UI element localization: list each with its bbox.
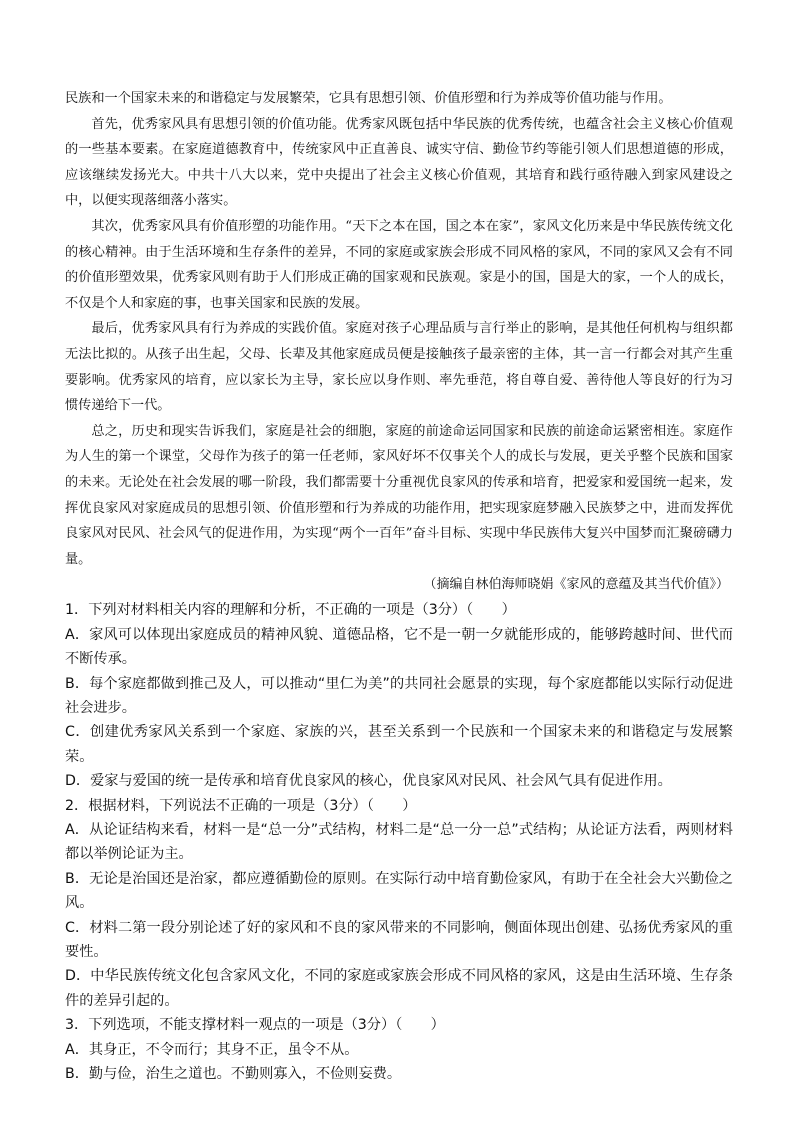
question-option: A．家风可以体现出家庭成员的精神风貌、道德品格，它不是一朝一夕就能形成的，能够跨越时间、世代而不断传承。 bbox=[65, 626, 733, 668]
question-option: A．从论证结构来看，材料一是“总一分”式结构，材料二是“总一分一总”式结构；从论证方法看，两则材料都以举例论证为主。 bbox=[65, 821, 733, 863]
question-option: B．勤与俭，治生之道也。不勤则寡入，不俭则妄费。 bbox=[65, 1066, 402, 1082]
passage-paragraph: 其次，优秀家风具有价值形塑的功能作用。“天下之本在国，国之本在家”，家风文化历来是中华民族传统文化的核心精神。由于生活环境和生存条件的差异，不同的家庭或家族会形成不同风格的家风，不同的家风又会有不同的价值形塑效果，优秀家风则有助于人们形成正确的国家观和民族观。家是小的国，国是大的家，一个人的成长，不仅是个人和家庭的事，也事关国家和民族的发展。 bbox=[65, 218, 733, 311]
passage-paragraph: 总之，历史和现实告诉我们，家庭是社会的细胞，家庭的前途命运同国家和民族的前途命运紧密相连。家庭作为人生的第一个课堂，父母作为孩子的第一任老师，家风好坏不仅事关个人的成长与发展，更关乎整个民族和国家的未来。无论处在社会发展的哪一阶段，我们都需要十分重视优良家风的传承和培育，把爱家和爱国统一起来，发挥优良家风对家庭成员的思想引领、价值形塑和行为养成的功能作用，把实现家庭梦融入民族梦之中，进而发挥优良家风对民风、社会风气的促进作用，为实现“两个一百年”奋斗目标、实现中华民族伟大复兴中国梦而汇聚磅礴力量。 bbox=[65, 423, 733, 567]
question-option: C．创建优秀家风关系到一个家庭、家族的兴，甚至关系到一个民族和一个国家未来的和谐稳定与发展繁荣。 bbox=[65, 724, 733, 765]
question-stem: 3．下列选项，不能支撑材料一观点的一项是（3分）（ ） bbox=[65, 1017, 445, 1034]
document-page bbox=[65, 86, 733, 1086]
reading-passage bbox=[65, 86, 733, 598]
question-option: B．无论是治国还是治家，都应遵循勤俭的原则。在实际行动中培育勤俭家风，有助于在全社会大兴勤俭之风。 bbox=[65, 870, 733, 912]
question-option: C．材料二第一段分别论述了好的家风和不良的家风带来的不同影响，侧面体现出创建、弘扬优秀家风的重要性。 bbox=[65, 919, 733, 960]
question-item bbox=[65, 598, 733, 793]
question-option: B．每个家庭都做到推己及人，可以推动“里仁为美”的共同社会愿景的实现，每个家庭都能以实际行动促进社会进步。 bbox=[65, 675, 733, 716]
passage-source: （摘编自林伯海师晓娟《家风的意蕴及其当代价值》） bbox=[423, 577, 729, 593]
question-option: D．中华民族传统文化包含家风文化，不同的家庭或家族会形成不同风格的家风，这是由生活环境、生存条件的差异引起的。 bbox=[65, 968, 733, 1009]
question-item bbox=[65, 1013, 733, 1086]
question-stem: 1．下列对材料相关内容的理解和分析，不正确的一项是（3分）（ ） bbox=[65, 602, 516, 619]
question-item bbox=[65, 794, 733, 1014]
passage-paragraph: 最后，优秀家风具有行为养成的实践价值。家庭对孩子心理品质与言行举止的影响，是其他任何机构与组织都无法比拟的。从孩子出生起，父母、长辈及其他家庭成员便是接触孩子最亲密的主体，其一言一行都会对其产生重要影响。优秀家风的培育，应以家长为主导，家长应以身作则、率先垂范，将自尊自爱、善待他人等良好的行为习惯传递给下一代。 bbox=[65, 321, 733, 414]
question-stem: 2．根据材料，下列说法不正确的一项是（3分）（ ） bbox=[65, 797, 417, 814]
question-option: D．爱家与爱国的统一是传承和培育优良家风的核心，优良家风对民风、社会风气具有促进作用。 bbox=[65, 773, 672, 790]
passage-paragraph: 首先，优秀家风具有思想引领的价值功能。优秀家风既包括中华民族的优秀传统，也蕴含社会主义核心价值观的一些基本要素。在家庭道德教育中，传统家风中正直善良、诚实守信、勤俭节约等能引领人们思想道德的形成，应该继续发扬光大。中共十八大以来，党中央提出了社会主义核心价值观，其培育和践行亟待融入到家风建设之中，以便实现落细落小落实。 bbox=[65, 116, 733, 209]
question-option: A．其身正，不令而行；其身不正，虽令不从。 bbox=[65, 1041, 359, 1058]
question-list bbox=[65, 598, 733, 1086]
passage-paragraph: 民族和一个国家未来的和谐稳定与发展繁荣，它具有思想引领、价值形塑和行为养成等价值功能与作用。 bbox=[65, 91, 672, 106]
